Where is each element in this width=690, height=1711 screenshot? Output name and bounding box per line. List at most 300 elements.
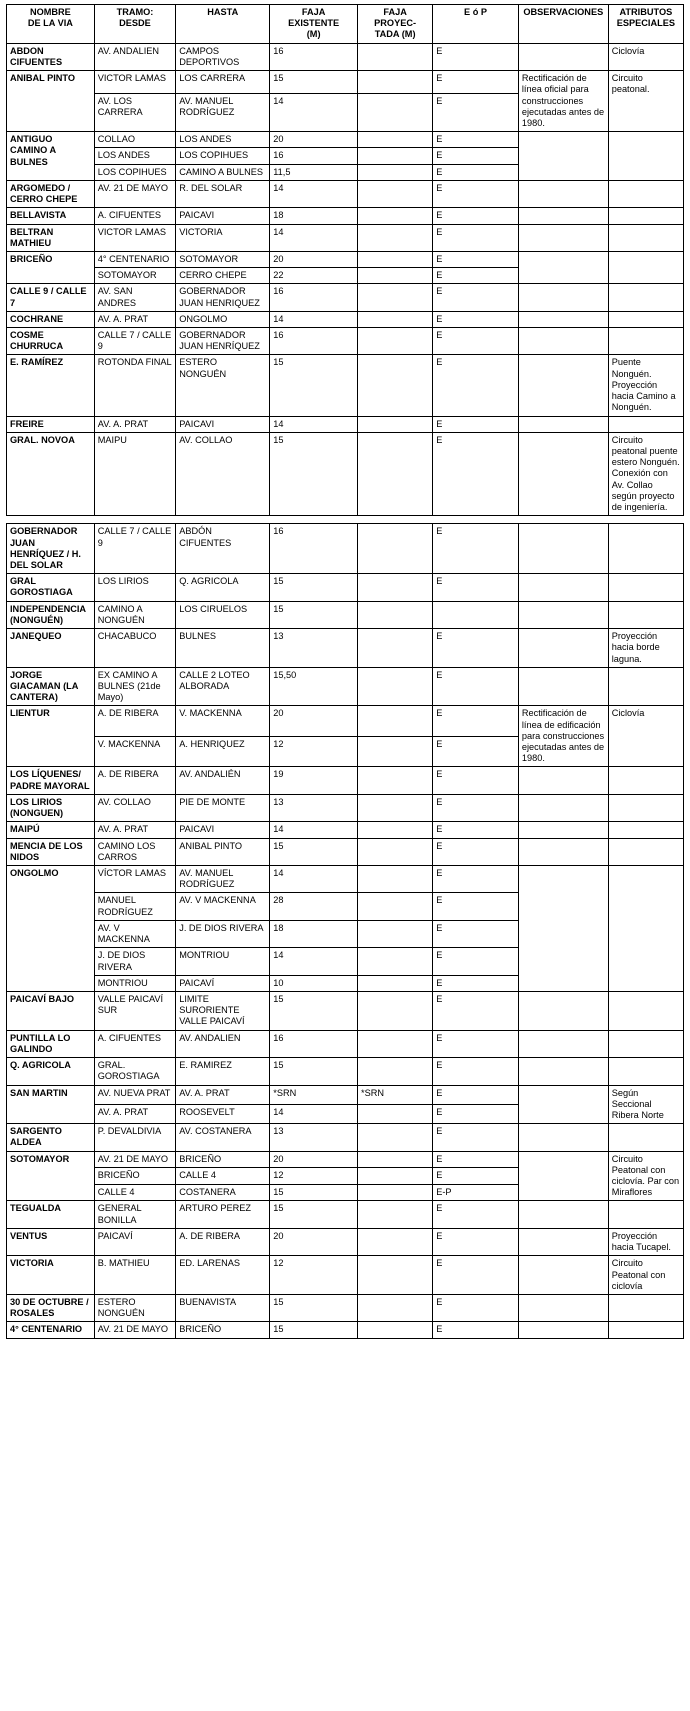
tramo-hasta-cell: A. DE RIBERA — [176, 1228, 270, 1255]
tramo-desde-cell: MONTRIOU — [94, 975, 175, 991]
faja-proyectada-cell — [358, 1124, 433, 1151]
observaciones-cell — [518, 1030, 608, 1057]
atributos-especiales-cell — [608, 866, 683, 992]
e-o-p-cell: E — [433, 43, 519, 70]
faja-existente-cell: 15 — [270, 574, 358, 601]
tramo-hasta-cell: AV. ANDALIÉN — [176, 767, 270, 794]
atributos-especiales-cell — [608, 224, 683, 251]
observaciones-cell — [518, 1228, 608, 1255]
street-name-cell: JORGE GIACAMAN (LA CANTERA) — [7, 667, 95, 706]
tramo-desde-cell: AV. A. PRAT — [94, 416, 175, 432]
table-row — [7, 1085, 684, 1104]
table-row — [7, 866, 684, 893]
e-o-p-cell: E — [433, 1201, 519, 1228]
street-name-cell: VENTUS — [7, 1228, 95, 1255]
observaciones-cell — [518, 180, 608, 207]
faja-proyectada-cell — [358, 866, 433, 893]
observaciones-cell — [518, 991, 608, 1030]
atributos-especiales-cell — [608, 328, 683, 355]
atributos-especiales-cell — [608, 1201, 683, 1228]
observaciones-cell — [518, 132, 608, 181]
tramo-desde-cell: AV. V MACKENNA — [94, 920, 175, 947]
tramo-hasta-cell: VICTORIA — [176, 224, 270, 251]
faja-proyectada-cell — [358, 328, 433, 355]
tramo-desde-cell: CALLE 7 / CALLE 9 — [94, 328, 175, 355]
tramo-desde-cell: AV. ANDALIEN — [94, 43, 175, 70]
tramo-hasta-cell: AV. COLLAO — [176, 432, 270, 516]
street-name-cell: 4° CENTENARIO — [7, 1322, 95, 1338]
observaciones-cell — [518, 416, 608, 432]
street-name-cell: TEGUALDA — [7, 1201, 95, 1228]
e-o-p-cell: E — [433, 866, 519, 893]
tramo-desde-cell: AV. 21 DE MAYO — [94, 1151, 175, 1168]
street-name-cell: INDEPENDENCIA (NONGUÉN) — [7, 601, 95, 628]
street-table — [6, 523, 684, 1338]
tramo-hasta-cell: E. RAMIREZ — [176, 1058, 270, 1085]
tramo-hasta-cell: GOBERNADOR JUAN HENRÍQUEZ — [176, 328, 270, 355]
faja-existente-cell: 14 — [270, 224, 358, 251]
faja-proyectada-cell — [358, 822, 433, 838]
faja-existente-cell: 14 — [270, 948, 358, 975]
table-row — [7, 251, 684, 267]
faja-proyectada-cell — [358, 311, 433, 327]
tramo-desde-cell: CAMINO LOS CARROS — [94, 838, 175, 865]
faja-proyectada-cell — [358, 524, 433, 574]
tramo-hasta-cell: PAICAVI — [176, 416, 270, 432]
faja-existente-cell: 13 — [270, 794, 358, 821]
atributos-especiales-cell: Puente Nonguén. Proyección hacia Camino a Nonguén. — [608, 355, 683, 416]
faja-existente-cell: 15 — [270, 991, 358, 1030]
observaciones-cell — [518, 1201, 608, 1228]
faja-proyectada-cell — [358, 767, 433, 794]
tramo-hasta-cell: LOS COPIHUES — [176, 148, 270, 164]
faja-proyectada-cell — [358, 1256, 433, 1295]
faja-existente-cell: 28 — [270, 893, 358, 920]
atributos-especiales-cell — [608, 1058, 683, 1085]
faja-proyectada-cell — [358, 601, 433, 628]
street-name-cell: LIENTUR — [7, 706, 95, 767]
column-header-2: HASTA — [176, 5, 270, 44]
table-row — [7, 838, 684, 865]
e-o-p-cell: E — [433, 71, 519, 94]
e-o-p-cell: E — [433, 1322, 519, 1338]
faja-existente-cell: 12 — [270, 1256, 358, 1295]
observaciones-cell — [518, 1124, 608, 1151]
tramo-desde-cell: ESTERO NONGUÉN — [94, 1295, 175, 1322]
faja-proyectada-cell — [358, 1228, 433, 1255]
tramo-desde-cell: LOS ANDES — [94, 148, 175, 164]
faja-existente-cell: 15 — [270, 1184, 358, 1201]
street-name-cell: JANEQUEO — [7, 629, 95, 668]
street-name-cell: VICTORIA — [7, 1256, 95, 1295]
faja-existente-cell: 15 — [270, 432, 358, 516]
atributos-especiales-cell — [608, 838, 683, 865]
tramo-hasta-cell: ANIBAL PINTO — [176, 838, 270, 865]
e-o-p-cell: E — [433, 794, 519, 821]
faja-existente-cell: 15 — [270, 1058, 358, 1085]
faja-proyectada-cell — [358, 432, 433, 516]
e-o-p-cell: E — [433, 132, 519, 148]
column-header-7: ATRIBUTOS ESPECIALES — [608, 5, 683, 44]
faja-proyectada-cell — [358, 1184, 433, 1201]
e-o-p-cell: E — [433, 948, 519, 975]
tramo-hasta-cell: AV. A. PRAT — [176, 1085, 270, 1104]
tramo-desde-cell: AV. A. PRAT — [94, 311, 175, 327]
column-header-1: TRAMO: DESDE — [94, 5, 175, 44]
observaciones-cell — [518, 1322, 608, 1338]
observaciones-cell — [518, 667, 608, 706]
atributos-especiales-cell — [608, 1295, 683, 1322]
e-o-p-cell: E — [433, 1228, 519, 1255]
observaciones-cell — [518, 767, 608, 794]
atributos-especiales-cell — [608, 284, 683, 311]
e-o-p-cell: E — [433, 524, 519, 574]
table-row — [7, 574, 684, 601]
faja-proyectada-cell — [358, 71, 433, 94]
atributos-especiales-cell — [608, 416, 683, 432]
tramo-desde-cell: LOS LIRIOS — [94, 574, 175, 601]
tramo-desde-cell: AV. A. PRAT — [94, 822, 175, 838]
atributos-especiales-cell — [608, 667, 683, 706]
e-o-p-cell: E — [433, 920, 519, 947]
faja-proyectada-cell — [358, 132, 433, 148]
tramo-hasta-cell: A. HENRIQUEZ — [176, 736, 270, 767]
atributos-especiales-cell: Ciclovía — [608, 706, 683, 767]
tramo-desde-cell: AV. 21 DE MAYO — [94, 1322, 175, 1338]
e-o-p-cell: E — [433, 355, 519, 416]
street-name-cell: E. RAMÍREZ — [7, 355, 95, 416]
faja-proyectada-cell — [358, 920, 433, 947]
faja-existente-cell: 14 — [270, 93, 358, 131]
tramo-hasta-cell: J. DE DIOS RIVERA — [176, 920, 270, 947]
observaciones-cell — [518, 524, 608, 574]
street-name-cell: ANIBAL PINTO — [7, 71, 95, 132]
tramo-desde-cell: 4° CENTENARIO — [94, 251, 175, 267]
table-row — [7, 524, 684, 574]
faja-existente-cell: 10 — [270, 975, 358, 991]
table-row — [7, 1124, 684, 1151]
faja-proyectada-cell — [358, 180, 433, 207]
table-row — [7, 432, 684, 516]
faja-proyectada-cell — [358, 1322, 433, 1338]
tramo-desde-cell: COLLAO — [94, 132, 175, 148]
e-o-p-cell: E — [433, 268, 519, 284]
table-row — [7, 991, 684, 1030]
e-o-p-cell: E — [433, 822, 519, 838]
faja-proyectada-cell — [358, 284, 433, 311]
atributos-especiales-cell — [608, 524, 683, 574]
e-o-p-cell: E — [433, 767, 519, 794]
faja-existente-cell: 15 — [270, 1295, 358, 1322]
faja-existente-cell: 16 — [270, 43, 358, 70]
tramo-hasta-cell: PIE DE MONTE — [176, 794, 270, 821]
tramo-desde-cell: J. DE DIOS RIVERA — [94, 948, 175, 975]
faja-proyectada-cell — [358, 1104, 433, 1123]
street-table — [6, 4, 684, 516]
tramo-desde-cell: CALLE 7 / CALLE 9 — [94, 524, 175, 574]
atributos-especiales-cell: Circuito peatonal. — [608, 71, 683, 132]
atributos-especiales-cell — [608, 601, 683, 628]
tramo-desde-cell: AV. A. PRAT — [94, 1104, 175, 1123]
tramo-desde-cell: V. MACKENNA — [94, 736, 175, 767]
street-name-cell: GRAL. NOVOA — [7, 432, 95, 516]
faja-proyectada-cell — [358, 208, 433, 224]
tramo-hasta-cell: ED. LARENAS — [176, 1256, 270, 1295]
atributos-especiales-cell — [608, 132, 683, 181]
faja-proyectada-cell — [358, 1058, 433, 1085]
faja-existente-cell: 13 — [270, 629, 358, 668]
tramo-hasta-cell: CERRO CHEPE — [176, 268, 270, 284]
table-row — [7, 1228, 684, 1255]
street-name-cell: 30 DE OCTUBRE / ROSALES — [7, 1295, 95, 1322]
observaciones-cell — [518, 838, 608, 865]
faja-existente-cell: 12 — [270, 1168, 358, 1185]
e-o-p-cell: E — [433, 1256, 519, 1295]
e-o-p-cell: E — [433, 667, 519, 706]
e-o-p-cell: E — [433, 838, 519, 865]
tramo-desde-cell: PAICAVÍ — [94, 1228, 175, 1255]
tramo-hasta-cell: GOBERNADOR JUAN HENRIQUEZ — [176, 284, 270, 311]
faja-existente-cell: 16 — [270, 1030, 358, 1057]
street-name-cell: Q. AGRICOLA — [7, 1058, 95, 1085]
tramo-desde-cell: VÍCTOR LAMAS — [94, 866, 175, 893]
faja-existente-cell: 15 — [270, 838, 358, 865]
observaciones-cell — [518, 355, 608, 416]
tramo-desde-cell: A. DE RIBERA — [94, 706, 175, 737]
street-name-cell: PUNTILLA LO GALINDO — [7, 1030, 95, 1057]
observaciones-cell — [518, 574, 608, 601]
table-row — [7, 822, 684, 838]
tramo-desde-cell: BRICEÑO — [94, 1168, 175, 1185]
faja-proyectada-cell — [358, 1295, 433, 1322]
e-o-p-cell: E — [433, 991, 519, 1030]
street-name-cell: PAICAVÍ BAJO — [7, 991, 95, 1030]
observaciones-cell — [518, 601, 608, 628]
faja-existente-cell: 18 — [270, 208, 358, 224]
atributos-especiales-cell — [608, 180, 683, 207]
e-o-p-cell: E — [433, 574, 519, 601]
street-name-cell: ANTIGUO CAMINO A BULNES — [7, 132, 95, 181]
table-row — [7, 629, 684, 668]
tramo-hasta-cell: ARTURO PEREZ — [176, 1201, 270, 1228]
tramo-hasta-cell: AV. MANUEL RODRÍGUEZ — [176, 93, 270, 131]
faja-existente-cell: 15 — [270, 71, 358, 94]
faja-existente-cell: 20 — [270, 706, 358, 737]
table-row — [7, 1151, 684, 1168]
atributos-especiales-cell — [608, 1322, 683, 1338]
tramo-hasta-cell: MONTRIOU — [176, 948, 270, 975]
e-o-p-cell: E — [433, 148, 519, 164]
table-row — [7, 767, 684, 794]
observaciones-cell — [518, 432, 608, 516]
tramo-desde-cell: VICTOR LAMAS — [94, 224, 175, 251]
faja-existente-cell: 16 — [270, 524, 358, 574]
atributos-especiales-cell — [608, 794, 683, 821]
faja-proyectada-cell — [358, 164, 433, 180]
tramo-hasta-cell: CAMINO A BULNES — [176, 164, 270, 180]
faja-proyectada-cell — [358, 251, 433, 267]
atributos-especiales-cell: Proyección hacia borde laguna. — [608, 629, 683, 668]
column-header-3: FAJA EXISTENTE (M) — [270, 5, 358, 44]
faja-proyectada-cell — [358, 794, 433, 821]
column-header-6: OBSERVACIONES — [518, 5, 608, 44]
faja-proyectada-cell — [358, 629, 433, 668]
atributos-especiales-cell — [608, 991, 683, 1030]
faja-proyectada-cell — [358, 268, 433, 284]
observaciones-cell — [518, 328, 608, 355]
observaciones-cell — [518, 822, 608, 838]
faja-proyectada-cell — [358, 893, 433, 920]
table-row — [7, 794, 684, 821]
tramo-desde-cell: AV. 21 DE MAYO — [94, 180, 175, 207]
tramo-desde-cell: GRAL. GOROSTIAGA — [94, 1058, 175, 1085]
column-header-5: E ó P — [433, 5, 519, 44]
observaciones-cell — [518, 1151, 608, 1201]
faja-proyectada-cell — [358, 838, 433, 865]
observaciones-cell — [518, 866, 608, 992]
atributos-especiales-cell: Según Seccional Ribera Norte — [608, 1085, 683, 1124]
tramo-desde-cell: AV. NUEVA PRAT — [94, 1085, 175, 1104]
atributos-especiales-cell — [608, 311, 683, 327]
tramo-desde-cell: LOS COPIHUES — [94, 164, 175, 180]
table-row — [7, 71, 684, 94]
e-o-p-cell: E — [433, 432, 519, 516]
street-name-cell: SAN MARTIN — [7, 1085, 95, 1124]
tramo-hasta-cell: BULNES — [176, 629, 270, 668]
table-row — [7, 311, 684, 327]
faja-proyectada-cell — [358, 355, 433, 416]
atributos-especiales-cell — [608, 251, 683, 283]
street-name-cell: COSME CHURRUCA — [7, 328, 95, 355]
e-o-p-cell: E — [433, 251, 519, 267]
atributos-especiales-cell — [608, 1124, 683, 1151]
street-name-cell: BRICEÑO — [7, 251, 95, 283]
table-row — [7, 1295, 684, 1322]
e-o-p-cell: E — [433, 1151, 519, 1168]
tramo-hasta-cell: R. DEL SOLAR — [176, 180, 270, 207]
faja-existente-cell: 15 — [270, 355, 358, 416]
tramo-hasta-cell: CALLE 4 — [176, 1168, 270, 1185]
table-row — [7, 1201, 684, 1228]
tramo-hasta-cell: AV. MANUEL RODRÍGUEZ — [176, 866, 270, 893]
observaciones-cell — [518, 43, 608, 70]
tramo-hasta-cell: CAMPOS DEPORTIVOS — [176, 43, 270, 70]
faja-existente-cell: 14 — [270, 822, 358, 838]
table-row — [7, 132, 684, 148]
atributos-especiales-cell — [608, 574, 683, 601]
street-name-cell: BELTRAN MATHIEU — [7, 224, 95, 251]
tramo-desde-cell: MAIPU — [94, 432, 175, 516]
e-o-p-cell: E — [433, 1124, 519, 1151]
observaciones-cell: Rectificación de línea de edificación para construcciones ejecutadas antes de 1980. — [518, 706, 608, 767]
table-row — [7, 180, 684, 207]
faja-proyectada-cell — [358, 975, 433, 991]
faja-existente-cell: 11,5 — [270, 164, 358, 180]
faja-existente-cell: 14 — [270, 416, 358, 432]
e-o-p-cell: E — [433, 1030, 519, 1057]
tramo-desde-cell: A. CIFUENTES — [94, 1030, 175, 1057]
observaciones-cell — [518, 1058, 608, 1085]
tramo-hasta-cell: CALLE 2 LOTEO ALBORADA — [176, 667, 270, 706]
street-name-cell: MENCIA DE LOS NIDOS — [7, 838, 95, 865]
faja-proyectada-cell — [358, 736, 433, 767]
tramo-desde-cell: MANUEL RODRÍGUEZ — [94, 893, 175, 920]
e-o-p-cell: E — [433, 93, 519, 131]
column-header-4: FAJA PROYEC- TADA (M) — [358, 5, 433, 44]
atributos-especiales-cell — [608, 1030, 683, 1057]
e-o-p-cell — [433, 601, 519, 628]
faja-existente-cell: 19 — [270, 767, 358, 794]
tramo-hasta-cell: BRICEÑO — [176, 1322, 270, 1338]
street-name-cell: LOS LIRIOS (NONGUEN) — [7, 794, 95, 821]
faja-existente-cell: 20 — [270, 1228, 358, 1255]
tramo-hasta-cell: ROOSEVELT — [176, 1104, 270, 1123]
atributos-especiales-cell — [608, 767, 683, 794]
faja-proyectada-cell — [358, 1168, 433, 1185]
observaciones-cell — [518, 629, 608, 668]
table-row — [7, 1256, 684, 1295]
table-row — [7, 706, 684, 737]
street-name-cell: COCHRANE — [7, 311, 95, 327]
tramo-desde-cell: CAMINO A NONGUÉN — [94, 601, 175, 628]
faja-existente-cell: 14 — [270, 1104, 358, 1123]
tramo-desde-cell: EX CAMINO A BULNES (21de Mayo) — [94, 667, 175, 706]
tramo-hasta-cell: AV. COSTANERA — [176, 1124, 270, 1151]
faja-existente-cell: 18 — [270, 920, 358, 947]
tramo-desde-cell: GENERAL BONILLA — [94, 1201, 175, 1228]
table-row — [7, 43, 684, 70]
tramo-hasta-cell: BRICEÑO — [176, 1151, 270, 1168]
street-name-cell: CALLE 9 / CALLE 7 — [7, 284, 95, 311]
e-o-p-cell: E — [433, 736, 519, 767]
tramo-desde-cell: AV. LOS CARRERA — [94, 93, 175, 131]
faja-proyectada-cell — [358, 1030, 433, 1057]
tramo-hasta-cell: COSTANERA — [176, 1184, 270, 1201]
faja-existente-cell: 15 — [270, 601, 358, 628]
e-o-p-cell: E — [433, 706, 519, 737]
table-block-spacer — [6, 516, 684, 523]
tramo-desde-cell: AV. SAN ANDRES — [94, 284, 175, 311]
observaciones-cell — [518, 1295, 608, 1322]
faja-existente-cell: 15 — [270, 1201, 358, 1228]
street-name-cell: ARGOMEDO / CERRO CHEPE — [7, 180, 95, 207]
e-o-p-cell: E — [433, 1058, 519, 1085]
faja-proyectada-cell: *SRN — [358, 1085, 433, 1104]
observaciones-cell — [518, 251, 608, 283]
tramo-desde-cell: A. DE RIBERA — [94, 767, 175, 794]
tramo-hasta-cell: AV. ANDALIEN — [176, 1030, 270, 1057]
tramo-hasta-cell: Q. AGRICOLA — [176, 574, 270, 601]
observaciones-cell — [518, 284, 608, 311]
street-name-cell: GRAL GOROSTIAGA — [7, 574, 95, 601]
e-o-p-cell: E — [433, 284, 519, 311]
table-row — [7, 416, 684, 432]
e-o-p-cell: E — [433, 164, 519, 180]
tramo-hasta-cell: PAICAVÍ — [176, 975, 270, 991]
atributos-especiales-cell — [608, 208, 683, 224]
faja-existente-cell: 15 — [270, 1322, 358, 1338]
table-row — [7, 601, 684, 628]
faja-existente-cell: 20 — [270, 132, 358, 148]
faja-proyectada-cell — [358, 1201, 433, 1228]
faja-existente-cell: 15,50 — [270, 667, 358, 706]
faja-proyectada-cell — [358, 948, 433, 975]
atributos-especiales-cell: Ciclovía — [608, 43, 683, 70]
e-o-p-cell: E — [433, 180, 519, 207]
e-o-p-cell: E — [433, 1104, 519, 1123]
observaciones-cell — [518, 1256, 608, 1295]
e-o-p-cell: E — [433, 975, 519, 991]
